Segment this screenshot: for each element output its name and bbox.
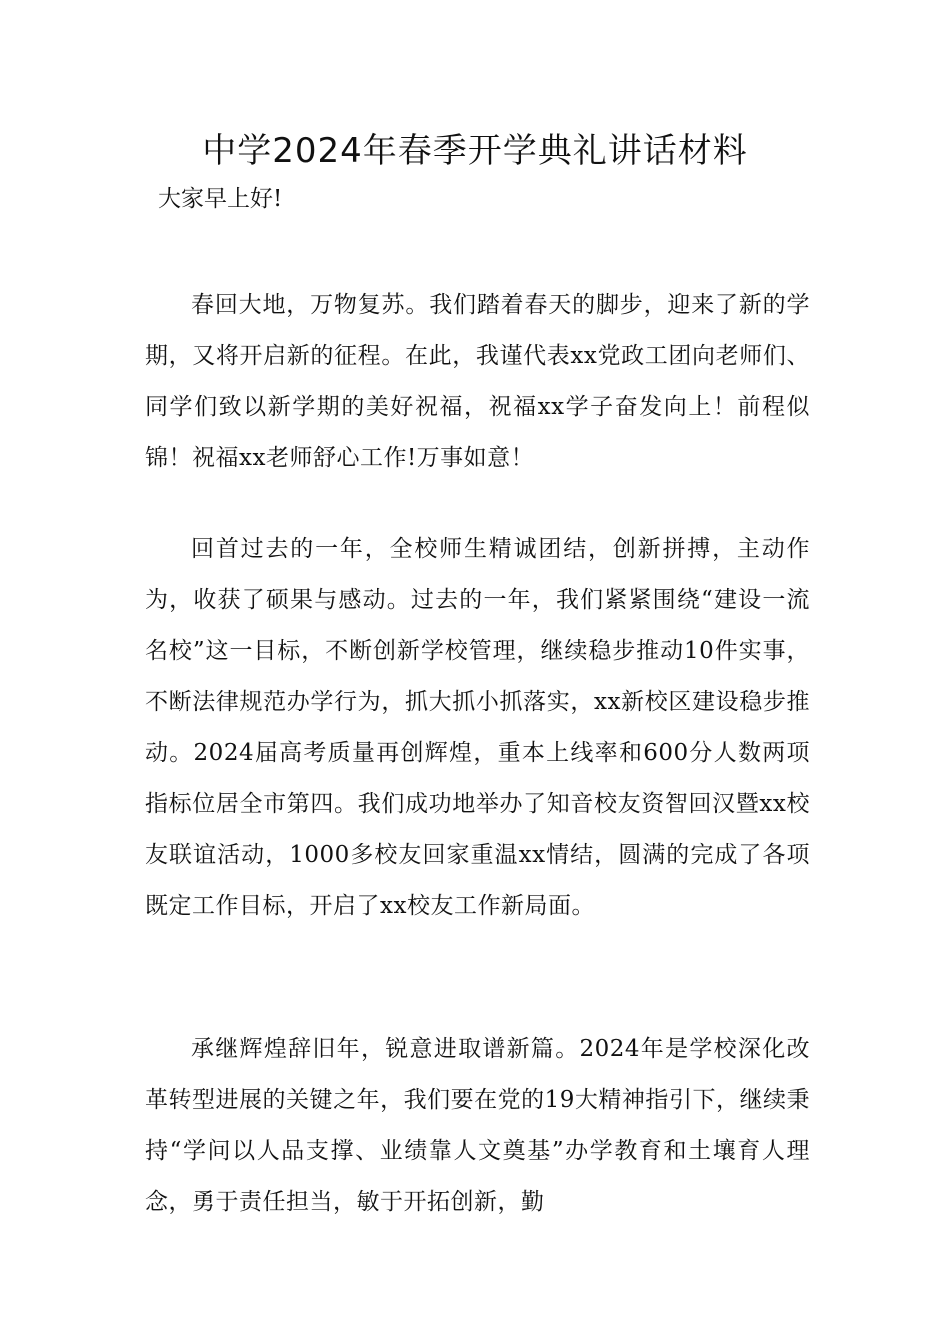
- paragraph-new-year-goals: 承继辉煌辞旧年，锐意进取谱新篇。2024年是学校深化改革转型进展的关键之年，我们要在党的19大精神指引下，继续秉持“学问以人品支撑、业绩靠人文奠基”办学教育和土壤育人理念，勇于责任担当，敏于开拓创新，勤: [145, 1036, 810, 1215]
- paragraph-review-past-year: 回首过去的一年，全校师生精诚团结，创新拼搏，主动作为，收获了硕果与感动。过去的一年，我们紧紧围绕“建设一流名校”这一目标，不断创新学校管理，继续稳步推动10件实事，不断法律规范办学行为，抓大抓小抓落实，xx新校区建设稳步推动。2024届高考质量再创辉煌，重本上线率和600分人数两项指标位居全市第四。我们成功地举办了知音校友资智回汉暨xx校友联谊活动，1000多校友回家重温xx情结，圆满的完成了各项既定工作目标，开启了xx校友工作新局面。: [145, 536, 810, 919]
- paragraph-spring-greeting: 春回大地，万物复苏。我们踏着春天的脚步，迎来了新的学期，又将开启新的征程。在此，我谨代表xx党政工团向老师们、同学们致以新学期的美好祝福，祝福xx学子奋发向上！前程似锦！祝福xx老师舒心工作!万事如意！: [145, 292, 810, 471]
- greeting-line: 大家早上好!: [158, 186, 283, 212]
- document-title: 中学2024年春季开学典礼讲话材料: [202, 131, 748, 171]
